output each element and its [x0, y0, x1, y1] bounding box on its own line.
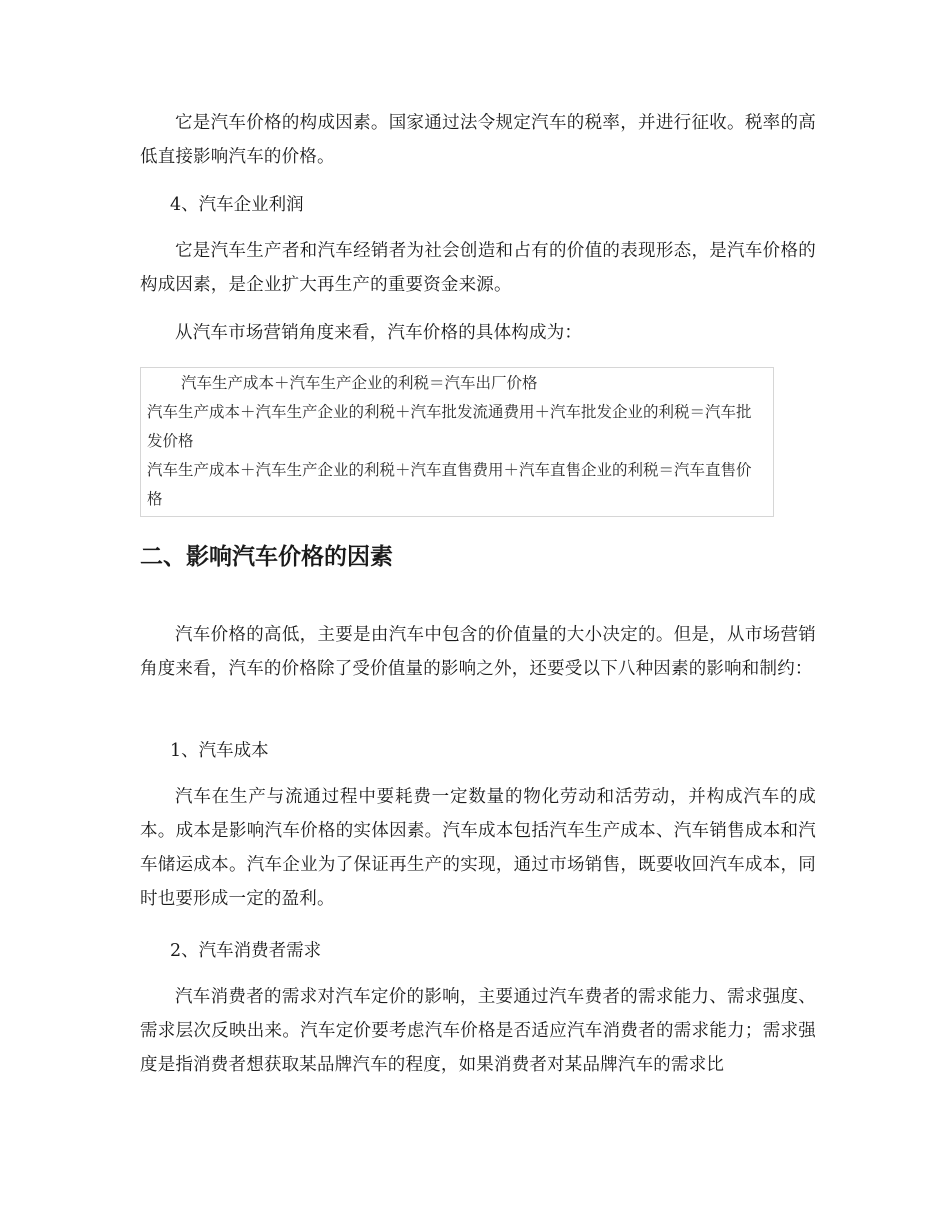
subheading-car-cost: 1、汽车成本	[170, 741, 269, 761]
formula-direct-sale-price: 汽车生产成本＋汽车生产企业的利税＋汽车直售费用＋汽车直售企业的利税＝汽车直售价格	[147, 461, 752, 508]
subheading-consumer-demand: 2、汽车消费者需求	[170, 941, 322, 961]
section-heading-price-factors: 二、影响汽车价格的因素	[140, 544, 393, 570]
subheading-enterprise-profit: 4、汽车企业利润	[170, 195, 304, 215]
paragraph-car-cost: 汽车在生产与流通过程中要耗费一定数量的物化劳动和活劳动，并构成汽车的成本。成本是影响汽车价格的实体因素。汽车成本包括汽车生产成本、汽车销售成本和汽车储运成本。汽车企业为了保证再生产的实现，通过市场销售，既要收回汽车成本，同时也要形成一定的盈利。	[140, 787, 816, 909]
paragraph-tax: 它是汽车价格的构成因素。国家通过法令规定汽车的税率，并进行征收。税率的高低直接影响汽车的价格。	[140, 113, 816, 167]
paragraph-price-factors-intro: 汽车价格的高低，主要是由汽车中包含的价值量的大小决定的。但是，从市场营销角度来看，汽车的价格除了受价值量的影响之外，还要受以下八种因素的影响和制约：	[140, 625, 816, 679]
paragraph-consumer-demand: 汽车消费者的需求对汽车定价的影响，主要通过汽车费者的需求能力、需求强度、需求层次反映出来。汽车定价要考虑汽车价格是否适应汽车消费者的需求能力；需求强度是指消费者想获取某品牌汽车的程度，如果消费者对某品牌汽车的需求比	[140, 987, 816, 1075]
formula-wholesale-price: 汽车生产成本＋汽车生产企业的利税＋汽车批发流通费用＋汽车批发企业的利税＝汽车批发价格	[147, 403, 752, 450]
paragraph-profit: 它是汽车生产者和汽车经销者为社会创造和占有的价值的表现形态，是汽车价格的构成因素，是企业扩大再生产的重要资金来源。	[140, 241, 816, 295]
price-formula-box	[140, 367, 774, 517]
paragraph-price-composition-intro: 从汽车市场营销角度来看，汽车价格的具体构成为：	[175, 323, 583, 343]
formula-factory-price: 汽车生产成本＋汽车生产企业的利税＝汽车出厂价格	[181, 374, 538, 392]
